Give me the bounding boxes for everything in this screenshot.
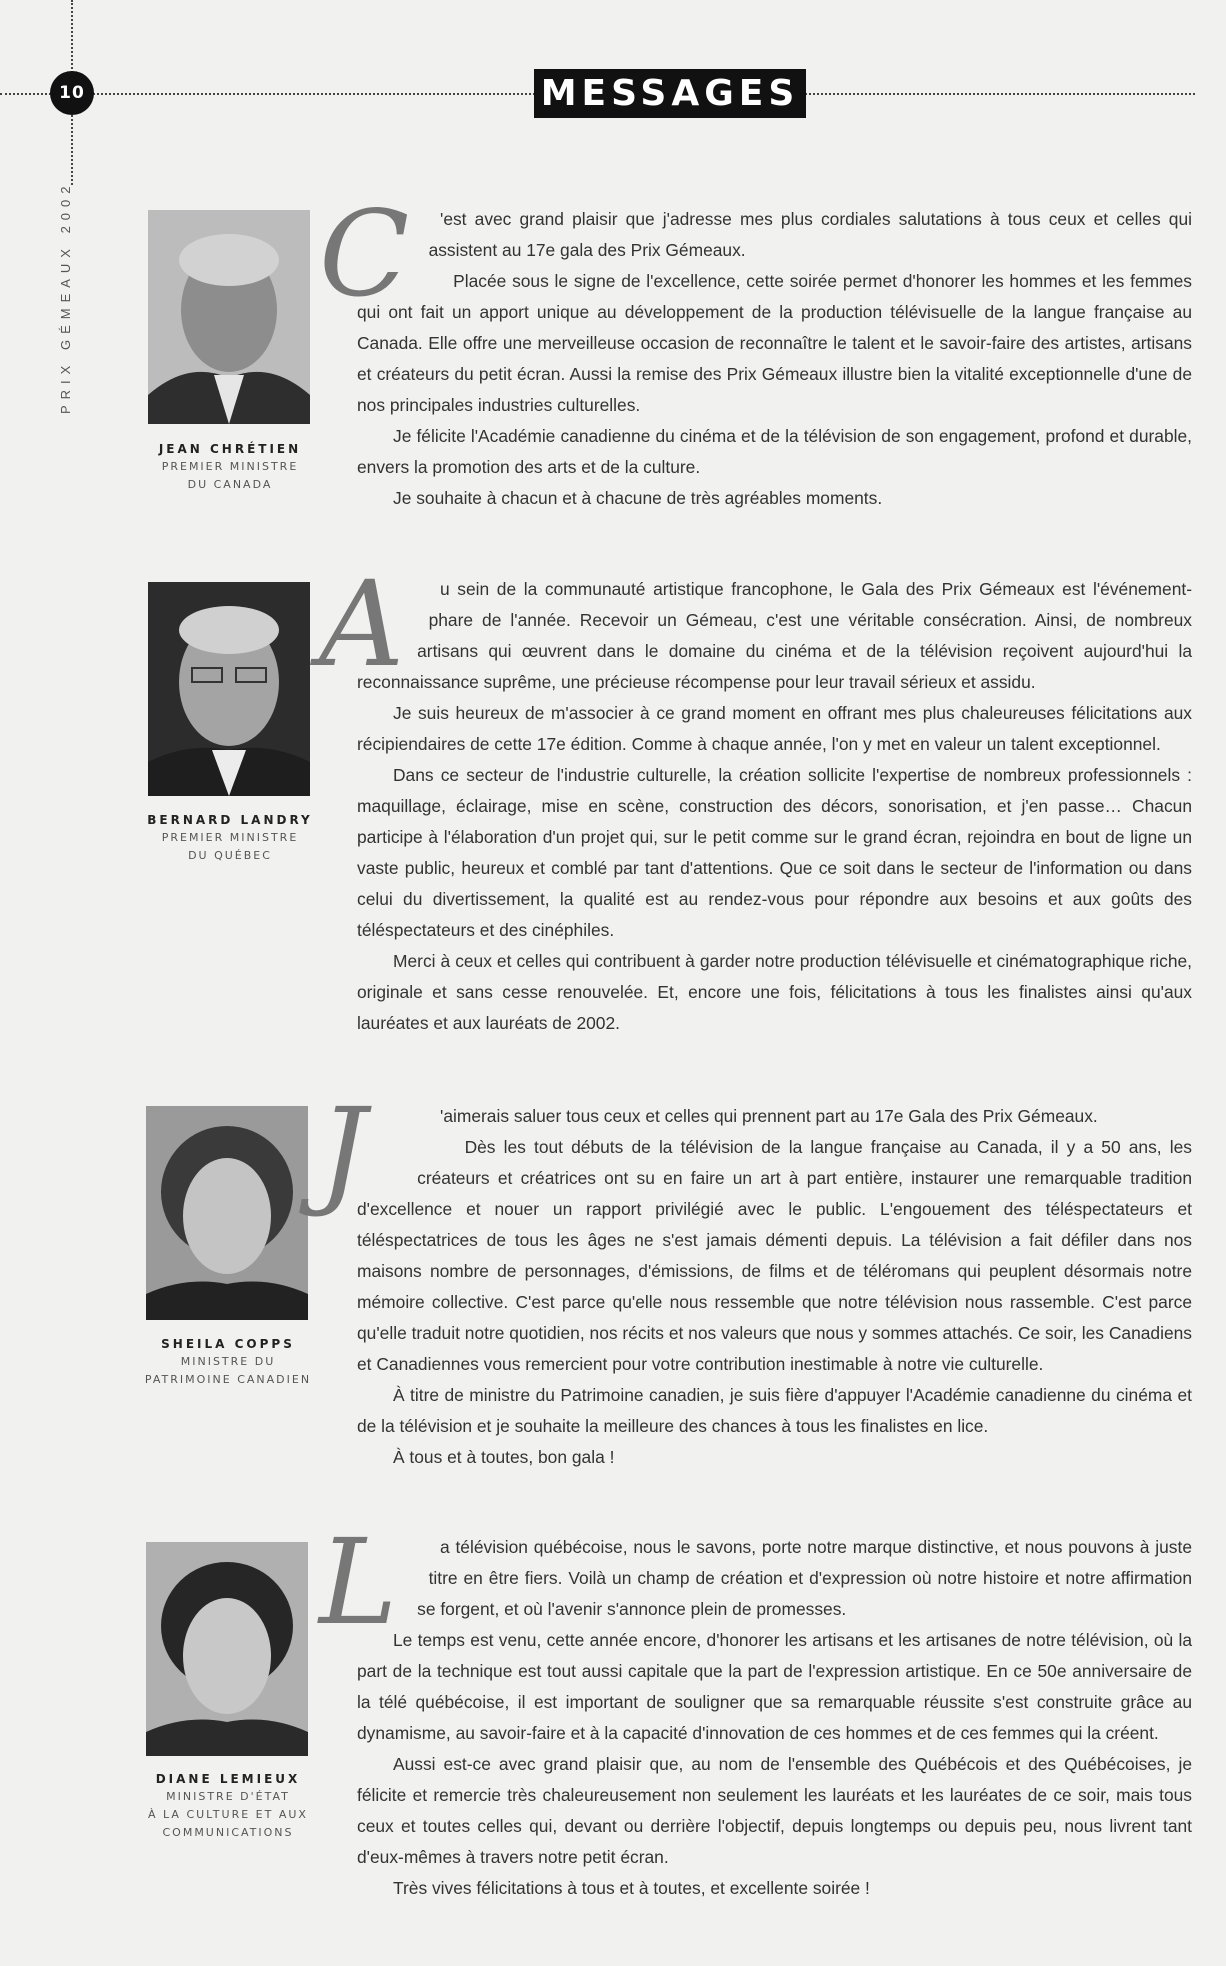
person-role: DU QUÉBEC — [188, 849, 272, 862]
paragraph: Merci à ceux et celles qui contribuent à garder notre production télévisuelle et cinématographique riche, originale et sans cesse renouvelée. Et, encore une fois, félicitations à tous les finalistes ainsi qu'aux lauréates et aux lauréats de 2002. — [357, 951, 1192, 1033]
paragraph: Je suis heureux de m'associer à ce grand moment en offrant mes plus chaleureuses félicitations aux récipiendaires de cette 17e édition. Comme à chaque année, l'on y met en valeur un talent exceptionnel. — [357, 703, 1192, 754]
message-jean-chretien — [319, 185, 1192, 514]
message-sheila-copps — [319, 1082, 1192, 1473]
paragraph: À titre de ministre du Patrimoine canadien, je suis fière d'appuyer l'Académie canadienne du cinéma et de la télévision et je souhaite la meilleure des chances à tous les finalistes en lice. — [357, 1385, 1192, 1436]
message-bernard-landry — [319, 555, 1192, 1039]
paragraph: 'est avec grand plaisir que j'adresse mes plus cordiales salutations à tous ceux et celles qui assistent au 17e gala des Prix Gémeaux. — [428, 209, 1192, 260]
message-diane-lemieux — [319, 1513, 1192, 1904]
paragraph: a télévision québécoise, nous le savons, porte notre marque distinctive, et nous pouvons à juste titre en être fiers. Voilà un champ de création et d'expression où notre histoire et notre affirmation se forgent, et où l'avenir s'annonce plein de promesses. — [417, 1537, 1192, 1619]
paragraph: Dès les tout débuts de la télévision de la langue française au Canada, il y a 50 ans, les créateurs et créatrices ont su en faire un art à part entière, instaurer une remarquable tradition d'excellence et nouer un rapport privilégié avec le public. L'engouement des téléspectateurs et téléspectatrices de tous les âges ne s'est jamais démenti depuis. La télévision a fait défiler dans nos maisons nombre de personnages, d'émissions, de films et de téléromans qui peuplent désormais notre mémoire collective. C'est parce qu'elle nous ressemble que notre télévision nous rassemble. C'est parce qu'elle traduit notre quotidien, nos récits et nos valeurs que nous y sommes attachés. Ce soir, les Canadiens et Canadiennes vous remercient pour votre contribution inestimable à notre vie culturelle. — [357, 1137, 1192, 1374]
paragraph: Aussi est-ce avec grand plaisir que, au nom de l'ensemble des Québécois et des Québécoises, je félicite et remercie très chaleureusement non seulement les lauréats et les lauréates de ce soir, mais tous ceux et toutes celles qui, devant ou derrière l'objectif, depuis longtemps ou depuis peu, nous livrent tant d'eux-mêmes à travers notre petit écran. — [357, 1754, 1192, 1867]
paragraph: Très vives félicitations à tous et à toutes, et excellente soirée ! — [393, 1878, 870, 1898]
paragraph: Je félicite l'Académie canadienne du cinéma et de la télévision de son engagement, profond et durable, envers la promotion des arts et de la culture. — [357, 426, 1192, 477]
person-name: BERNARD LANDRY — [147, 813, 313, 827]
paragraph: Placée sous le signe de l'excellence, cette soirée permet d'honorer les hommes et les femmes qui ont fait un apport unique au développement de la production télévisuelle de la langue française au Canada. Elle offre une merveilleuse occasion de reconnaître le talent et le savoir-faire des artistes, artisans et créateurs du petit écran. Aussi la remise des Prix Gémeaux illustre bien la vitalité exceptionnelle d'une de nos principales industries culturelles. — [357, 271, 1192, 415]
person-role: COMMUNICATIONS — [162, 1826, 294, 1839]
person-role: À LA CULTURE ET AUX — [148, 1808, 308, 1821]
person-name: JEAN CHRÉTIEN — [158, 442, 302, 456]
paragraph: Je souhaite à chacun et à chacune de très agréables moments. — [393, 488, 883, 508]
drop-cap: A — [319, 555, 405, 693]
paragraph: 'aimerais saluer tous ceux et celles qui prennent part au 17e Gala des Prix Gémeaux. — [440, 1106, 1098, 1126]
caption-bernard-landry — [130, 811, 330, 865]
paragraph: Le temps est venu, cette année encore, d'honorer les artisans et les artisanes de notre télévision, où la part de la technique est tout aussi capitale que la part de l'expression artistique. En ce 50e anniversaire de la télé québécoise, il est important de souligner que sa remarquable réussite s'est construite grâce au dynamisme, au savoir-faire et à la capacité d'innovation de ces hommes et de ces femmes qui la créent. — [357, 1630, 1192, 1743]
portrait-diane-lemieux — [146, 1542, 308, 1756]
paragraph: À tous et à toutes, bon gala ! — [393, 1447, 615, 1467]
portrait-sheila-copps — [146, 1106, 308, 1320]
person-role: MINISTRE D'ÉTAT — [166, 1790, 290, 1803]
caption-diane-lemieux — [128, 1770, 328, 1842]
drop-cap: L — [319, 1513, 398, 1651]
drop-cap: J — [319, 1082, 367, 1220]
portrait-jean-chretien — [148, 210, 310, 424]
paragraph: u sein de la communauté artistique francophone, le Gala des Prix Gémeaux est l'événement-phare de l'année. Recevoir un Gémeau, c'est une véritable consécration. Ainsi, de nombreux artisans qui œuvrent dans le domaine du cinéma et de la télévision reçoivent aujourd'hui la reconnaissance suprême, une précieuse récompense pour leur travail sérieux et assidu. — [357, 579, 1192, 692]
paragraph: Dans ce secteur de l'industrie culturelle, la création sollicite l'expertise de nombreux professionnels : maquillage, éclairage, mise en scène, construction des décors, sonorisation, et j'en passe… Chacun participe à l'élaboration d'un projet qui, sur le petit comme sur le grand écran, rejoindra en bout de ligne un vaste public, heureux et comblé par tant d'attentions. Que ce soit dans le secteur de l'information ou dans celui du divertissement, la qualité est au rendez-vous pour répondre aux besoins et aux goûts des téléspectateurs et des cinéphiles. — [357, 765, 1192, 940]
person-name: SHEILA COPPS — [161, 1337, 295, 1351]
side-label — [58, 180, 88, 424]
page-number: 10 — [50, 71, 94, 115]
caption-jean-chretien — [130, 440, 330, 494]
person-name: DIANE LEMIEUX — [155, 1772, 301, 1786]
person-role: PREMIER MINISTRE — [161, 460, 299, 473]
caption-sheila-copps — [128, 1335, 328, 1389]
page-title: MESSAGES — [534, 69, 806, 118]
person-role: MINISTRE DU — [180, 1355, 276, 1368]
drop-cap: C — [319, 185, 410, 323]
person-role: DU CANADA — [187, 478, 273, 491]
person-role: PREMIER MINISTRE — [161, 831, 299, 844]
portrait-bernard-landry — [148, 582, 310, 796]
person-role: PATRIMOINE CANADIEN — [144, 1373, 312, 1386]
side-label-text: PRIX GÉMEAUX 2002 — [58, 180, 73, 414]
